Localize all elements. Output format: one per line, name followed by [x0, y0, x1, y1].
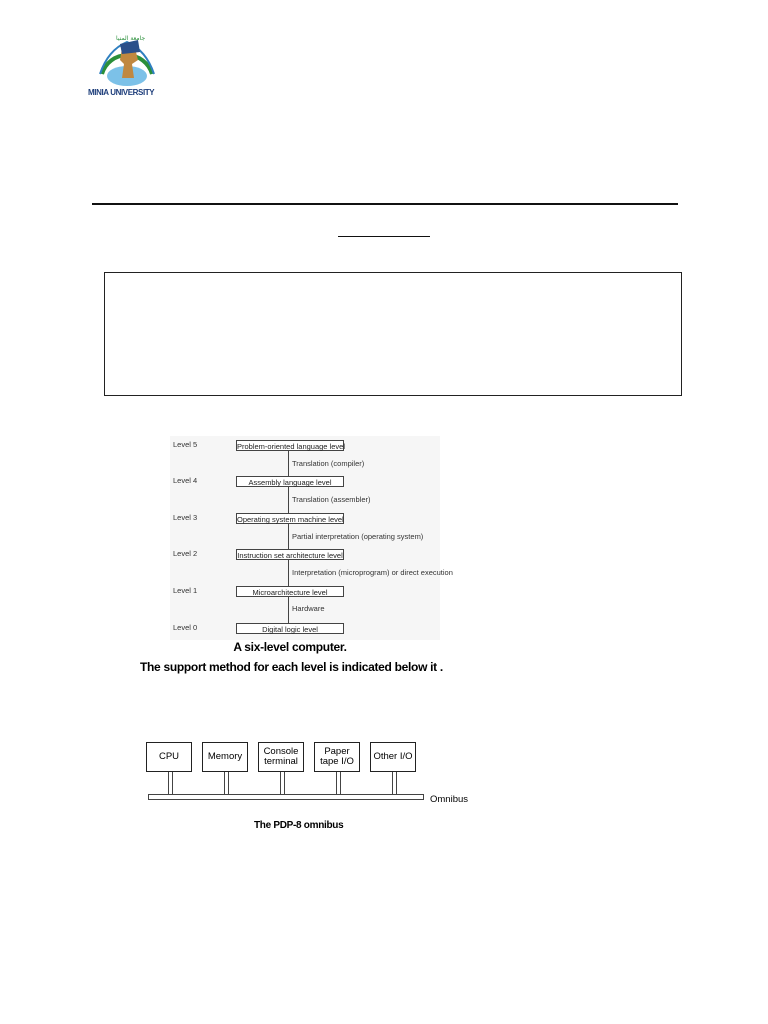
- support-method-caption: The support method for each level is indicated below it .: [140, 660, 443, 674]
- logo-arabic-text: جامعة المنيا: [116, 35, 146, 42]
- level-label: Level 0: [173, 623, 198, 632]
- paper-tape-box: Paper tape I/O: [314, 742, 360, 772]
- level-support: Interpretation (microprogram) or direct execution: [292, 568, 453, 577]
- level-support: Partial interpretation (operating system): [292, 532, 424, 541]
- omnibus-caption: The PDP-8 omnibus: [254, 820, 344, 831]
- level-label: Level 5: [173, 440, 198, 449]
- header-rule: [92, 203, 678, 205]
- level-label: Level 4: [173, 476, 198, 485]
- level-connector: [288, 487, 289, 513]
- level-box: Microarchitecture level: [236, 586, 344, 597]
- logo-text: MINIA UNIVERSITY: [88, 88, 155, 97]
- console-terminal-box: Console terminal: [258, 742, 304, 772]
- six-level-figure: [170, 436, 453, 640]
- level-box: Digital logic level: [236, 623, 344, 634]
- level-box: Operating system machine level: [237, 515, 344, 524]
- level-support: Hardware: [292, 604, 325, 613]
- level-box: Assembly language level: [236, 476, 344, 487]
- cpu-box: CPU: [146, 742, 192, 772]
- level-label: Level 1: [173, 586, 198, 595]
- university-logo: [88, 30, 160, 100]
- memory-box: Memory: [202, 742, 248, 772]
- title-underline: [338, 236, 430, 237]
- omnibus-line: [148, 794, 424, 800]
- omnibus-figure: [146, 742, 476, 808]
- level-box: Instruction set architecture level: [237, 551, 343, 560]
- content-box: [104, 272, 682, 396]
- level-connector: [288, 524, 289, 549]
- level-label: Level 2: [173, 549, 198, 558]
- level-connector: [288, 451, 289, 476]
- level-connector: [288, 597, 289, 623]
- level-connector: [288, 560, 289, 586]
- level-support: Translation (assembler): [292, 495, 371, 504]
- omnibus-label: Omnibus: [430, 794, 469, 805]
- six-level-caption: A six-level computer.: [233, 640, 347, 654]
- level-box: Problem-oriented language level: [237, 442, 345, 451]
- other-io-box: Other I/O: [370, 742, 416, 772]
- level-label: Level 3: [173, 513, 198, 522]
- level-support: Translation (compiler): [292, 459, 365, 468]
